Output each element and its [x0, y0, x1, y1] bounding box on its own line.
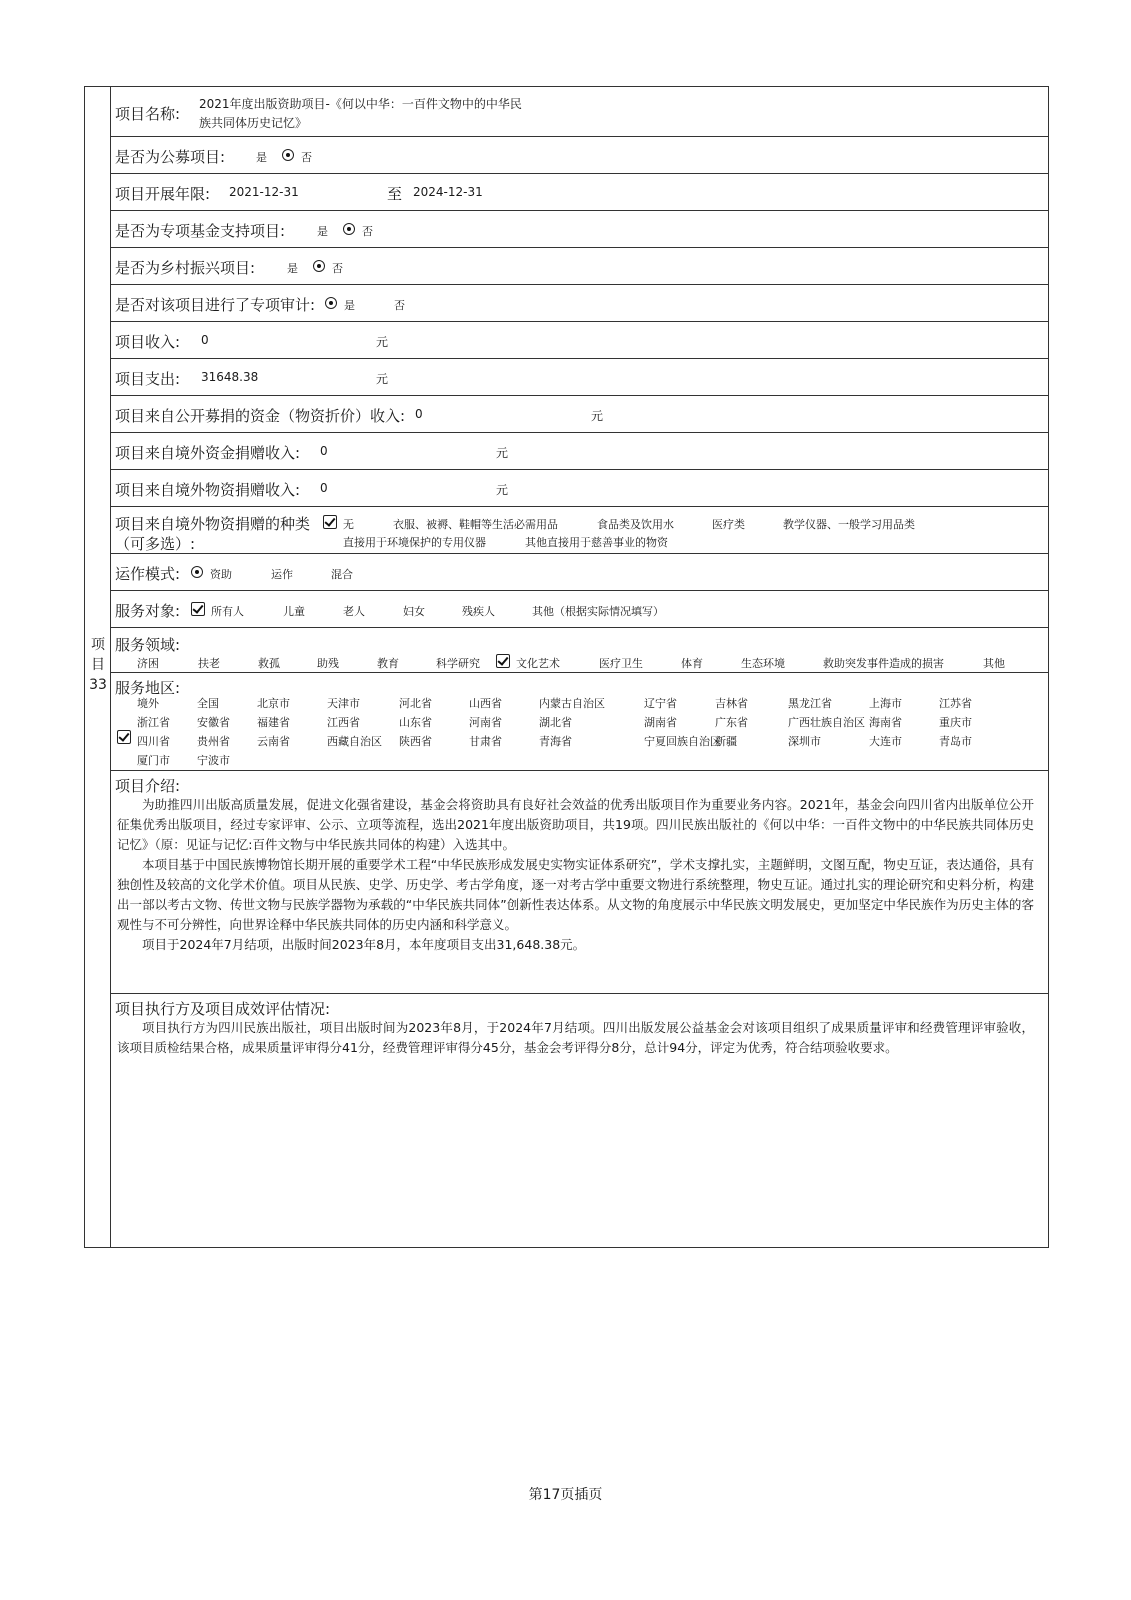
- row-special-fund: [111, 211, 1048, 248]
- period-to: 至: [387, 185, 403, 203]
- expense-label: 项目支出:: [115, 370, 181, 388]
- field-option[interactable]: 救助突发事件造成的损害: [823, 657, 944, 670]
- region-option[interactable]: 新疆: [715, 735, 737, 748]
- region-option[interactable]: 黑龙江省: [788, 697, 832, 710]
- overseas-goods-value: 0: [320, 481, 328, 495]
- period-label: 项目开展年限:: [115, 185, 211, 203]
- region-option[interactable]: 重庆市: [939, 716, 972, 729]
- region-sichuan-checkbox[interactable]: [117, 730, 131, 744]
- income-label: 项目收入:: [115, 333, 181, 351]
- region-option[interactable]: 广东省: [715, 716, 748, 729]
- row-project-name: [111, 87, 1048, 137]
- period-start: 2021-12-31: [229, 185, 299, 199]
- field-culture-checkbox[interactable]: [496, 654, 510, 668]
- region-option[interactable]: 内蒙古自治区: [539, 697, 605, 710]
- region-option[interactable]: 湖北省: [539, 716, 572, 729]
- goods-option[interactable]: 食品类及饮用水: [597, 518, 674, 531]
- region-option[interactable]: 厦门市: [137, 754, 170, 767]
- region-option[interactable]: 河北省: [399, 697, 432, 710]
- region-option[interactable]: 北京市: [257, 697, 290, 710]
- operation-option[interactable]: 资助: [210, 568, 232, 581]
- operation-option[interactable]: 运作: [271, 568, 293, 581]
- operation-option[interactable]: 混合: [331, 568, 353, 581]
- rural-no-radio[interactable]: [313, 260, 325, 272]
- side-label-number: 33: [89, 677, 107, 693]
- service-region-label: 服务地区:: [115, 679, 181, 697]
- row-overseas-funds: [111, 433, 1048, 470]
- goods-option[interactable]: 直接用于环境保护的专用仪器: [343, 536, 486, 549]
- row-overseas-goods: [111, 470, 1048, 507]
- region-option[interactable]: 甘肃省: [469, 735, 502, 748]
- overseas-funds-unit: 元: [496, 446, 509, 460]
- region-option[interactable]: 海南省: [869, 716, 902, 729]
- rural-label: 是否为乡村振兴项目:: [115, 259, 256, 277]
- overseas-funds-label: 项目来自境外资金捐赠收入:: [115, 444, 301, 462]
- target-option[interactable]: 所有人: [211, 605, 244, 618]
- field-option[interactable]: 教育: [377, 657, 399, 670]
- target-option[interactable]: 妇女: [403, 605, 425, 618]
- overseas-goods-unit: 元: [496, 483, 509, 497]
- intro-paragraph: 项目于2024年7月结项，出版时间2023年8月，本年度项目支出31,648.38元。: [142, 937, 586, 952]
- special-fund-label: 是否为专项基金支持项目:: [115, 222, 286, 240]
- goods-option[interactable]: 其他直接用于慈善事业的物资: [525, 536, 668, 549]
- rural-yes[interactable]: 是: [287, 262, 298, 275]
- service-target-label: 服务对象:: [115, 602, 181, 620]
- region-option[interactable]: 全国: [197, 697, 219, 710]
- region-option[interactable]: 浙江省: [137, 716, 170, 729]
- field-option[interactable]: 医疗卫生: [599, 657, 643, 670]
- project-name-line2: 族共同体历史记忆》: [199, 116, 308, 130]
- region-option[interactable]: 贵州省: [197, 735, 230, 748]
- goods-option[interactable]: 医疗类: [712, 518, 745, 531]
- region-option[interactable]: 天津市: [327, 697, 360, 710]
- audit-label: 是否对该项目进行了专项审计:: [115, 296, 316, 314]
- region-option[interactable]: 上海市: [869, 697, 902, 710]
- expense-unit: 元: [376, 372, 389, 386]
- special-fund-yes[interactable]: 是: [317, 225, 328, 238]
- row-public-donation: [111, 396, 1048, 433]
- side-column: [85, 87, 111, 1247]
- service-field-label: 服务领域:: [115, 636, 181, 654]
- side-label-char: 目: [91, 657, 105, 673]
- income-value: 0: [201, 333, 209, 347]
- evaluation-label: 项目执行方及项目成效评估情况:: [115, 1000, 331, 1018]
- row-public-fundraising: [111, 137, 1048, 174]
- region-option[interactable]: 云南省: [257, 735, 290, 748]
- goods-none-checkbox[interactable]: [323, 515, 337, 529]
- region-option[interactable]: 湖南省: [644, 716, 677, 729]
- row-evaluation: [111, 994, 1048, 1248]
- field-option[interactable]: 济困: [137, 657, 159, 670]
- row-intro: [111, 771, 1048, 994]
- project-name-line1: 2021年度出版资助项目-《何以中华：一百件文物中的中华民: [199, 97, 522, 111]
- region-option[interactable]: 陕西省: [399, 735, 432, 748]
- operation-mode-label: 运作模式:: [115, 565, 181, 583]
- public-fundraising-no-radio[interactable]: [282, 149, 294, 161]
- evaluation-paragraph: 项目执行方为四川民族出版社，项目出版时间为2023年8月，于2024年7月结项。四川出版发展公益基金会对该项目组织了成果质量评审和经费管理评审验收，该项目质检结果合格，成果质量评审得分41分，经费管理评审得分45分，基金会考评得分8分，总计94分，评定为优秀，符合结项验收要求。: [117, 1020, 1034, 1055]
- field-option[interactable]: 科学研究: [436, 657, 480, 670]
- goods-option[interactable]: 教学仪器、一般学习用品类: [783, 518, 915, 531]
- audit-yes[interactable]: 是: [344, 299, 355, 312]
- goods-option[interactable]: 无: [343, 518, 354, 531]
- region-option[interactable]: 辽宁省: [644, 697, 677, 710]
- field-option[interactable]: 扶老: [198, 657, 220, 670]
- field-option[interactable]: 救孤: [258, 657, 280, 670]
- public-fundraising-label: 是否为公募项目:: [115, 148, 226, 166]
- expense-value: 31648.38: [201, 370, 259, 384]
- goods-types-sublabel: （可多选）:: [115, 535, 196, 553]
- region-option[interactable]: 吉林省: [715, 697, 748, 710]
- field-option[interactable]: 生态环境: [741, 657, 785, 670]
- target-option[interactable]: 其他（根据实际情况填写）: [532, 605, 664, 618]
- public-donation-value: 0: [415, 407, 423, 421]
- region-option[interactable]: 江苏省: [939, 697, 972, 710]
- project-form: [84, 86, 1049, 1248]
- region-option[interactable]: 四川省: [137, 735, 170, 748]
- row-expense: [111, 359, 1048, 396]
- row-rural: [111, 248, 1048, 285]
- region-option[interactable]: 大连市: [869, 735, 902, 748]
- page-footer: 第17页插页: [528, 1487, 603, 1503]
- intro-label: 项目介绍:: [115, 777, 181, 795]
- region-option[interactable]: 安徽省: [197, 716, 230, 729]
- target-all-checkbox[interactable]: [191, 602, 205, 616]
- public-donation-label: 项目来自公开募捐的资金（物资折价）收入:: [115, 407, 406, 425]
- region-option[interactable]: 西藏自治区: [327, 735, 382, 748]
- row-operation-mode: [111, 554, 1048, 591]
- row-service-field: [111, 628, 1048, 673]
- project-name-label: 项目名称:: [115, 105, 181, 123]
- side-label: [85, 635, 111, 695]
- field-option[interactable]: 其他: [983, 657, 1005, 670]
- target-option[interactable]: 儿童: [283, 605, 305, 618]
- row-period: [111, 174, 1048, 211]
- rural-no[interactable]: 否: [332, 262, 343, 275]
- region-option[interactable]: 境外: [137, 697, 159, 710]
- side-label-char: 项: [91, 637, 105, 653]
- row-audit: [111, 285, 1048, 322]
- public-donation-unit: 元: [591, 409, 604, 423]
- region-option[interactable]: 河南省: [469, 716, 502, 729]
- income-unit: 元: [376, 335, 389, 349]
- region-option[interactable]: 江西省: [327, 716, 360, 729]
- audit-yes-radio[interactable]: [325, 297, 337, 309]
- target-option[interactable]: 老人: [343, 605, 365, 618]
- audit-no[interactable]: 否: [394, 299, 405, 312]
- region-option[interactable]: 青海省: [539, 735, 572, 748]
- region-option[interactable]: 福建省: [257, 716, 290, 729]
- goods-option[interactable]: 衣服、被褥、鞋帽等生活必需用品: [393, 518, 558, 531]
- region-option[interactable]: 宁夏回族自治区: [644, 735, 721, 748]
- region-option[interactable]: 山西省: [469, 697, 502, 710]
- overseas-goods-label: 项目来自境外物资捐赠收入:: [115, 481, 301, 499]
- intro-text: [117, 795, 1034, 955]
- region-option[interactable]: 青岛市: [939, 735, 972, 748]
- region-option[interactable]: 山东省: [399, 716, 432, 729]
- region-option[interactable]: 宁波市: [197, 754, 230, 767]
- row-income: [111, 322, 1048, 359]
- special-fund-no-radio[interactable]: [343, 223, 355, 235]
- region-option[interactable]: 广西壮族自治区: [788, 716, 865, 729]
- period-end: 2024-12-31: [413, 185, 483, 199]
- special-fund-no[interactable]: 否: [362, 225, 373, 238]
- intro-paragraph: 本项目基于中国民族博物馆长期开展的重要学术工程“中华民族形成发展史实物实证体系研究”，学术支撑扎实，主题鲜明，文图互配，物史互证，表达通俗，具有独创性及较高的文化学术价值。项目从民族、史学、历史学、考古学角度，逐一对考古学中重要文物进行系统整理，物史互证。通过扎实的理论研究和史料分析，构建出一部以考古文物、传世文物与民族学器物为承载的“中华民族共同体”创新性表达体系。从文物的角度展示中华民族文明发展史，更加坚定中华民族作为历史主体的客观性与不可分辨性，向世界诠释中华民族共同体的历史内涵和科学意义。: [117, 857, 1034, 932]
- row-service-region: [111, 673, 1048, 771]
- row-service-target: [111, 591, 1048, 628]
- target-option[interactable]: 残疾人: [462, 605, 495, 618]
- intro-paragraph: 为助推四川出版高质量发展，促进文化强省建设，基金会将资助具有良好社会效益的优秀出版项目作为重要业务内容。2021年，基金会向四川省内出版单位公开征集优秀出版项目，经过专家评审、公示、立项等流程，选出2021年度出版资助项目，共19项。四川民族出版社的《何以中华：一百件文物中的中华民族共同体历史记忆》（原：见证与记忆:百件文物与中华民族共同体的构建）入选其中。: [117, 797, 1034, 852]
- field-option[interactable]: 体育: [681, 657, 703, 670]
- evaluation-text: [117, 1018, 1034, 1058]
- field-option[interactable]: 文化艺术: [516, 657, 560, 670]
- field-option[interactable]: 助残: [317, 657, 339, 670]
- overseas-funds-value: 0: [320, 444, 328, 458]
- public-fundraising-yes[interactable]: 是: [256, 151, 267, 164]
- region-option[interactable]: 深圳市: [788, 735, 821, 748]
- row-goods-types: [111, 507, 1048, 554]
- public-fundraising-no[interactable]: 否: [301, 151, 312, 164]
- goods-types-label: 项目来自境外物资捐赠的种类: [115, 515, 311, 533]
- operation-grant-radio[interactable]: [191, 566, 203, 578]
